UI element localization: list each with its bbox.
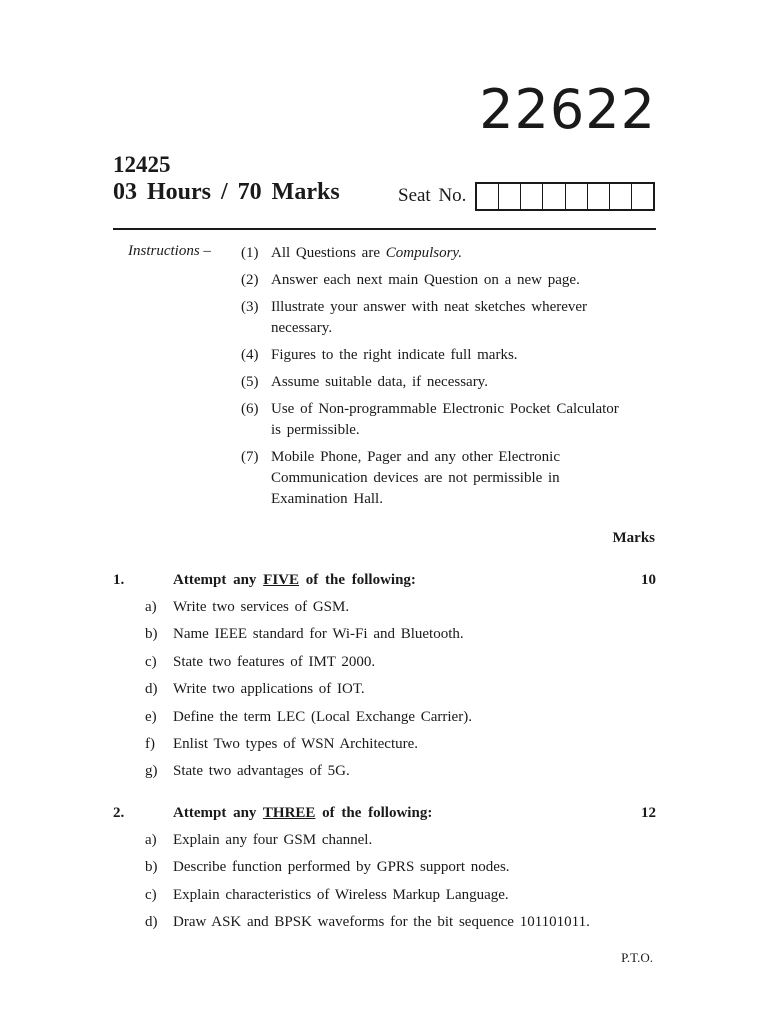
seat-number-label: Seat No. bbox=[398, 185, 467, 206]
sub-question-letter: c) bbox=[145, 653, 157, 670]
instruction-text: Figures to the right indicate full marks. bbox=[271, 347, 518, 363]
sub-question bbox=[113, 736, 656, 763]
instruction-item bbox=[241, 399, 631, 441]
sub-question-text: Explain characteristics of Wireless Markup Language. bbox=[173, 886, 509, 903]
header-divider bbox=[113, 228, 656, 230]
question-header bbox=[113, 805, 656, 832]
sub-question-text: Name IEEE standard for Wi-Fi and Bluetooth. bbox=[173, 626, 464, 643]
instruction-number: (7) bbox=[241, 449, 259, 465]
instruction-number: (2) bbox=[241, 272, 259, 288]
sub-question-letter: a) bbox=[145, 599, 157, 615]
sub-question bbox=[113, 654, 656, 681]
please-turn-over: P.T.O. bbox=[621, 950, 653, 965]
question-header bbox=[113, 572, 656, 599]
sub-question-letter: d) bbox=[145, 914, 158, 931]
sub-question bbox=[113, 599, 656, 626]
sub-question-letter: b) bbox=[145, 859, 158, 876]
question-marks: 10 bbox=[641, 572, 656, 588]
sub-question-text: State two advantages of 5G. bbox=[173, 763, 350, 780]
instruction-text: Assume suitable data, if necessary. bbox=[271, 374, 488, 390]
sub-question bbox=[113, 887, 656, 914]
seat-digit-box[interactable] bbox=[566, 184, 588, 209]
instruction-text: All Questions are Compulsory. bbox=[271, 245, 462, 261]
question-marks: 12 bbox=[641, 805, 656, 821]
instruction-item bbox=[241, 447, 631, 510]
instruction-text: Use of Non-programmable Electronic Pocket Calculator is permissible. bbox=[271, 401, 619, 438]
instruction-item bbox=[241, 345, 631, 366]
sub-question-letter: d) bbox=[145, 681, 158, 698]
instruction-number: (5) bbox=[241, 374, 259, 390]
instruction-number: (4) bbox=[241, 347, 259, 363]
instruction-item bbox=[241, 297, 631, 339]
seat-digit-box[interactable] bbox=[632, 184, 653, 209]
sub-question-letter: a) bbox=[145, 832, 157, 848]
sub-question-text: Write two applications of IOT. bbox=[173, 681, 365, 698]
sub-question bbox=[113, 832, 656, 859]
question-number: 2. bbox=[113, 805, 125, 821]
duration-marks: 03 Hours / 70 Marks bbox=[113, 179, 340, 205]
sub-question-text: Draw ASK and BPSK waveforms for the bit sequence 101101011. bbox=[173, 914, 590, 931]
sub-question-text: Enlist Two types of WSN Architecture. bbox=[173, 735, 419, 752]
instruction-text: Answer each next main Question on a new page. bbox=[271, 272, 580, 288]
question-keyword: THREE bbox=[262, 805, 316, 821]
seat-digit-box[interactable] bbox=[521, 184, 543, 209]
seat-digit-box[interactable] bbox=[610, 184, 632, 209]
question-title: Attempt any FIVE of the following: bbox=[173, 572, 416, 588]
sub-question-text: Explain any four GSM channel. bbox=[173, 832, 373, 848]
seat-digit-box[interactable] bbox=[543, 184, 565, 209]
paper-id: 12425 bbox=[113, 152, 171, 177]
seat-digit-box[interactable] bbox=[499, 184, 521, 209]
instruction-item bbox=[241, 270, 631, 291]
question-title: Attempt any THREE of the following: bbox=[173, 805, 433, 821]
seat-digit-box[interactable] bbox=[477, 184, 499, 209]
question-number: 1. bbox=[113, 572, 125, 588]
question-2 bbox=[113, 805, 656, 942]
instruction-number: (1) bbox=[241, 245, 259, 261]
sub-question bbox=[113, 914, 656, 941]
instruction-number: (3) bbox=[241, 299, 259, 315]
sub-question-text: Define the term LEC (Local Exchange Carrier). bbox=[173, 708, 472, 725]
sub-question-letter: b) bbox=[145, 626, 158, 643]
instruction-item bbox=[241, 372, 631, 393]
question-keyword: FIVE bbox=[263, 572, 299, 588]
sub-question bbox=[113, 859, 656, 886]
seat-digit-box[interactable] bbox=[588, 184, 610, 209]
instruction-text: Mobile Phone, Pager and any other Electronic Communication devices are not permissible in Examination Hall. bbox=[271, 449, 561, 507]
sub-question-text: Describe function performed by GPRS support nodes. bbox=[173, 859, 510, 876]
instructions-list bbox=[241, 243, 631, 516]
sub-question-text: Write two services of GSM. bbox=[173, 599, 350, 615]
instructions-label: Instructions – bbox=[128, 243, 211, 259]
sub-question-letter: e) bbox=[145, 708, 157, 725]
sub-question bbox=[113, 763, 656, 790]
sub-question bbox=[113, 709, 656, 736]
seat-number-boxes[interactable] bbox=[475, 182, 655, 211]
instruction-item bbox=[241, 243, 631, 264]
sub-question-letter: c) bbox=[145, 886, 157, 903]
subject-code: 22622 bbox=[479, 78, 656, 141]
sub-question-text: State two features of IMT 2000. bbox=[173, 653, 376, 670]
instruction-number: (6) bbox=[241, 401, 259, 417]
question-1 bbox=[113, 572, 656, 791]
instruction-text: Illustrate your answer with neat sketches wherever necessary. bbox=[271, 299, 588, 336]
sub-question bbox=[113, 626, 656, 653]
sub-question bbox=[113, 681, 656, 708]
marks-heading: Marks bbox=[612, 530, 655, 546]
sub-question-letter: g) bbox=[145, 763, 158, 780]
instruction-emphasis: Compulsory. bbox=[385, 245, 462, 261]
sub-question-letter: f) bbox=[145, 735, 155, 752]
